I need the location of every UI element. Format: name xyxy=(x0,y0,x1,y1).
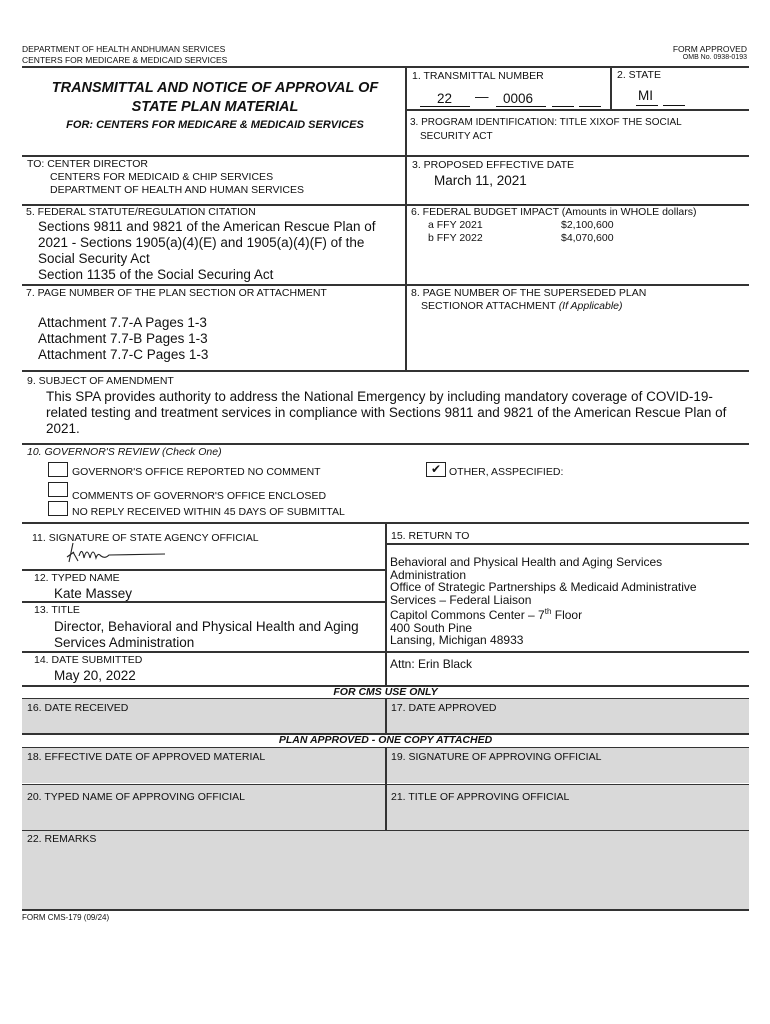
program-identification-line-1: 3. PROGRAM IDENTIFICATION: TITLE XIXOF THE SOCIAL xyxy=(410,117,682,128)
department-line-1: DEPARTMENT OF HEALTH ANDHUMAN SERVICES xyxy=(22,44,226,54)
superseded-plan-label-2: SECTIONOR ATTACHMENT (If Applicable) xyxy=(421,300,623,312)
to-line-1: TO: CENTER DIRECTOR xyxy=(27,158,148,170)
title-value-line-1[interactable]: Director, Behavioral and Physical Health and Aging xyxy=(54,619,359,634)
return-line-1: Behavioral and Physical Health and Aging Services xyxy=(390,555,663,569)
approving-official-name-label: 20. TYPED NAME OF APPROVING OFFICIAL xyxy=(27,791,246,803)
form-title-line-2: STATE PLAN MATERIAL xyxy=(131,99,299,115)
no-reply-checkbox[interactable] xyxy=(48,501,68,516)
superseded-plan-label: 8. PAGE NUMBER OF THE SUPERSEDED PLAN xyxy=(411,287,647,299)
transmittal-number-part2[interactable]: 0006 xyxy=(503,91,534,106)
effective-date-approved-label: 18. EFFECTIVE DATE OF APPROVED MATERIAL xyxy=(27,751,266,763)
attachment-item-2[interactable]: Attachment 7.7-B Pages 1-3 xyxy=(38,331,208,346)
plan-approved-heading: PLAN APPROVED - ONE COPY ATTACHED xyxy=(278,734,493,746)
form-footer: FORM CMS-179 (09/24) xyxy=(22,913,110,922)
governors-review-label: 10. GOVERNOR'S REVIEW (Check One) xyxy=(27,446,222,458)
to-line-2: CENTERS FOR MEDICAID & CHIP SERVICES xyxy=(50,171,274,183)
approving-signature-label: 19. SIGNATURE OF APPROVING OFFICIAL xyxy=(391,751,602,763)
form-approved: FORM APPROVED xyxy=(672,44,747,54)
return-line-2: Administration xyxy=(390,567,467,582)
remarks-label: 22. REMARKS xyxy=(27,833,97,845)
federal-statute-line-3[interactable]: Social Security Act xyxy=(38,251,150,266)
return-line-3: Office of Strategic Partnerships & Medicaid Administrative xyxy=(390,580,697,594)
date-submitted-value[interactable]: May 20, 2022 xyxy=(54,668,136,683)
return-to-label: 15. RETURN TO xyxy=(391,530,470,542)
form-title-line-1: TRANSMITTAL AND NOTICE OF APPROVAL OF xyxy=(51,80,379,96)
signature-label: 11. SIGNATURE OF STATE AGENCY OFFICIAL xyxy=(32,532,259,544)
transmittal-number-label: 1. TRANSMITTAL NUMBER xyxy=(412,70,544,82)
date-received-label: 16. DATE RECEIVED xyxy=(27,702,129,714)
return-line-7: Lansing, Michigan 48933 xyxy=(390,633,524,647)
return-to-address xyxy=(390,556,697,647)
date-approved-label: 17. DATE APPROVED xyxy=(391,702,497,714)
attachment-item-3[interactable]: Attachment 7.7-C Pages 1-3 xyxy=(38,347,209,362)
subject-line-1[interactable]: This SPA provides authority to address the National Emergency by including mandatory coverage of COVID-19- xyxy=(46,389,713,404)
typed-name-value[interactable]: Kate Massey xyxy=(54,586,133,601)
federal-statute-line-1[interactable]: Sections 9811 and 9821 of the American Rescue Plan of xyxy=(38,219,376,234)
return-line-5: Capitol Commons Center – 7th Floor xyxy=(390,607,583,622)
return-attn: Attn: Erin Black xyxy=(390,657,473,671)
omb-number: OMB No. 0938-0193 xyxy=(682,54,747,61)
comments-enclosed-option: COMMENTS OF GOVERNOR'S OFFICE ENCLOSED xyxy=(72,490,327,502)
title-label: 13. TITLE xyxy=(34,604,80,616)
budget-ffy-2022-label: b FFY 2022 xyxy=(428,232,483,244)
form-title-line-3: FOR: CENTERS FOR MEDICARE & MEDICAID SERVICES xyxy=(66,119,364,131)
state-official-signature xyxy=(65,540,170,565)
budget-ffy-2021-label: a FFY 2021 xyxy=(428,219,483,231)
federal-statute-line-4[interactable]: Section 1135 of the Social Securing Act xyxy=(38,267,274,282)
federal-budget-impact-label: 6. FEDERAL BUDGET IMPACT (Amounts in WHOLE dollars) xyxy=(411,206,697,218)
to-line-3: DEPARTMENT OF HEALTH AND HUMAN SERVICES xyxy=(50,184,304,196)
no-comment-option: GOVERNOR'S OFFICE REPORTED NO COMMENT xyxy=(72,466,321,478)
proposed-effective-date-value[interactable]: March 11, 2021 xyxy=(434,173,527,188)
cms-use-only-heading: FOR CMS USE ONLY xyxy=(333,686,438,698)
return-line-6: 400 South Pine xyxy=(390,620,473,635)
no-comment-checkbox[interactable] xyxy=(48,462,68,477)
subject-line-2[interactable]: related testing and treatment services in compliance with Sections 9811 and 9821 of the American Rescue Plan of xyxy=(46,405,727,420)
date-submitted-label: 14. DATE SUBMITTED xyxy=(34,654,143,666)
program-identification-line-2: SECURITY ACT xyxy=(420,131,493,142)
approving-official-title-label: 21. TITLE OF APPROVING OFFICIAL xyxy=(391,791,570,803)
transmittal-number-dash: — xyxy=(475,89,489,104)
federal-statute-line-2[interactable]: 2021 - Sections 1905(a)(4)(E) and 1905(a)(4)(F) of the xyxy=(38,235,365,250)
no-reply-option: NO REPLY RECEIVED WITHIN 45 DAYS OF SUBMITTAL xyxy=(72,506,345,518)
subject-of-amendment-label: 9. SUBJECT OF AMENDMENT xyxy=(27,375,174,387)
plan-section-page-label: 7. PAGE NUMBER OF THE PLAN SECTION OR ATTACHMENT xyxy=(26,287,327,299)
budget-ffy-2022-value[interactable]: $4,070,600 xyxy=(561,232,614,244)
state-label: 2. STATE xyxy=(617,69,661,81)
department-line-2: CENTERS FOR MEDICARE & MEDICAID SERVICES xyxy=(22,55,228,65)
subject-line-3[interactable]: 2021. xyxy=(46,421,80,436)
comments-enclosed-checkbox[interactable] xyxy=(48,482,68,497)
transmittal-number-part1[interactable]: 22 xyxy=(437,91,453,106)
attachment-item-1[interactable]: Attachment 7.7-A Pages 1-3 xyxy=(38,315,207,330)
state-value[interactable]: MI xyxy=(638,88,653,103)
proposed-effective-date-label: 3. PROPOSED EFFECTIVE DATE xyxy=(412,159,575,171)
budget-ffy-2021-value[interactable]: $2,100,600 xyxy=(561,219,614,231)
typed-name-label: 12. TYPED NAME xyxy=(34,572,120,584)
federal-statute-label: 5. FEDERAL STATUTE/REGULATION CITATION xyxy=(26,206,256,218)
title-value-line-2[interactable]: Services Administration xyxy=(54,635,195,650)
other-checkbox-checked[interactable]: ✔ xyxy=(426,462,446,477)
return-line-4: Services – Federal Liaison xyxy=(390,592,532,607)
other-as-specified-option: OTHER, ASSPECIFIED: xyxy=(449,466,564,478)
